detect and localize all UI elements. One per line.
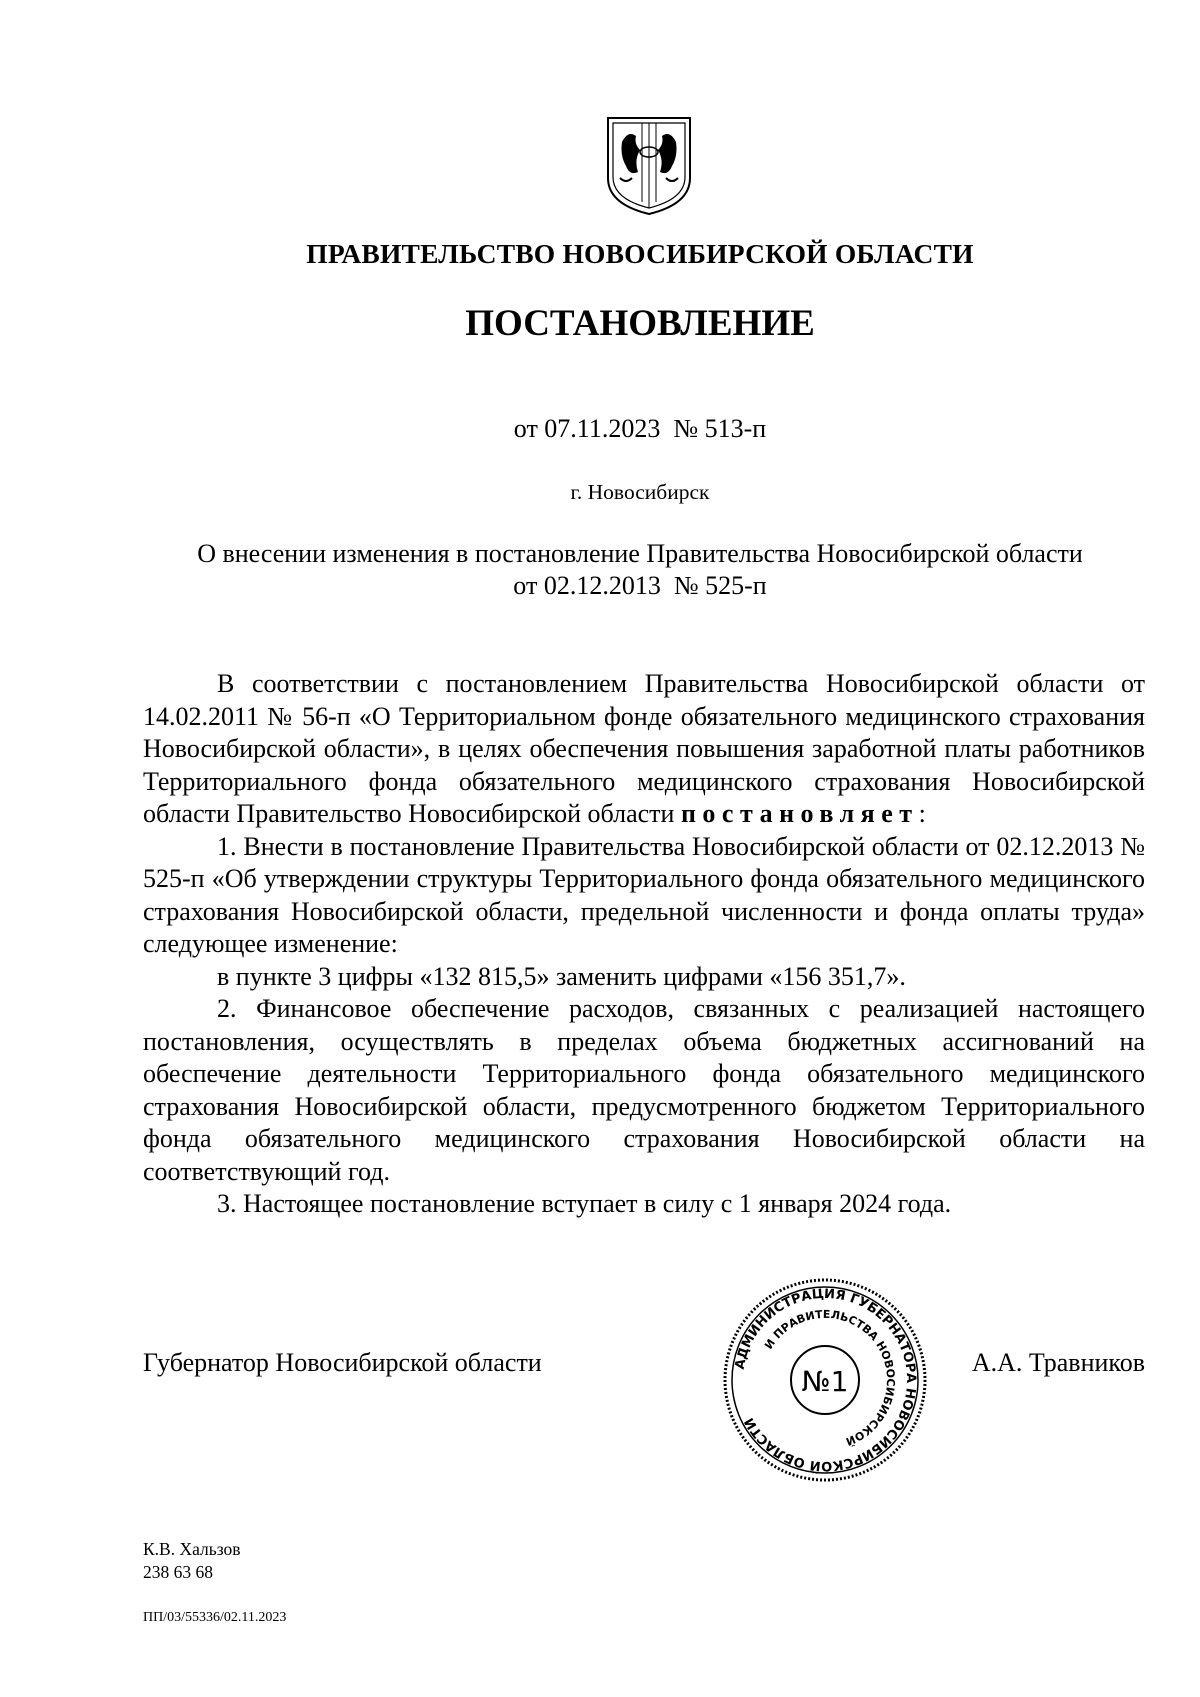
executor-block xyxy=(143,1538,241,1584)
organization-name: ПРАВИТЕЛЬСТВО НОВОСИБИРСКОЙ ОБЛАСТИ xyxy=(306,238,974,269)
coat-of-arms-icon xyxy=(604,112,694,216)
document-body xyxy=(143,668,1145,1221)
resolves-word: постановляет xyxy=(680,799,919,828)
stamp-outer-text: АДМИНИСТРАЦИЯ ГУБЕРНАТОРА НОВОСИБИРСКОЙ ОБЛАСТИ xyxy=(732,1286,919,1474)
item-2: 2. Финансовое обеспечение расходов, связанных с реализацией настоящего постановления, осуществлять в пределах объема бюджетных ассигнований на обеспечение деятельности Территориального фонда обязательного медицинского страхования Новосибирской области, предусмотренного бюджетом Территориального фонда обязательного медицинского страхования Новосибирской области на соответствующий год. xyxy=(143,994,1145,1186)
executor-name: К.В. Хальзов xyxy=(143,1539,241,1559)
item-1: 1. Внести в постановление Правительства Новосибирской области от 02.12.2013 № 525-п «Об утверждении структуры Территориального фонда обязательного медицинского страхования Новосибирской области, предельной численности и фонда оплаты труда» следующее изменение: xyxy=(143,831,1145,958)
signatory-name: А.А. Травников xyxy=(971,1348,1145,1377)
item-3: 3. Настоящее постановление вступает в силу с 1 января 2024 года. xyxy=(217,1189,952,1218)
document-type: ПОСТАНОВЛЕНИЕ xyxy=(465,303,815,344)
preamble-paragraph xyxy=(143,668,1145,831)
signatory-position: Губернатор Новосибирской области xyxy=(143,1348,542,1377)
document-title xyxy=(40,538,1200,602)
title-line-1: О внесении изменения в постановление Правительства Новосибирской области xyxy=(197,539,1083,568)
stamp-number: №1 xyxy=(801,1365,849,1398)
document-date-number: от 07.11.2023 № 513-п xyxy=(513,414,767,443)
registration-code: ПП/03/55336/02.11.2023 xyxy=(143,1610,287,1625)
executor-phone: 238 63 68 xyxy=(143,1562,213,1582)
item-1-change: в пункте 3 цифры «132 815,5» заменить цифрами «156 351,7». xyxy=(217,961,906,991)
stamp-inner-text: И ПРАВИТЕЛЬСТВА НОВОСИБИРСКОЙ xyxy=(762,1307,898,1449)
official-seal-stamp xyxy=(720,1275,930,1485)
title-line-2: от 02.12.2013 № 525-п xyxy=(513,571,767,600)
document-city: г. Новосибирск xyxy=(570,480,710,504)
resolves-colon: : xyxy=(918,799,926,828)
preamble-text: В соответствии с постановлением Правительства Новосибирской области от 14.02.2011 № 56-п «О Территориальном фонде обязательного медицинского страхования Новосибирской области», в целях обеспечения повышения заработной платы работников Территориального фонда обязательного медицинского страхования Новосибирской области Правительство Новосибирской области xyxy=(143,669,1145,828)
